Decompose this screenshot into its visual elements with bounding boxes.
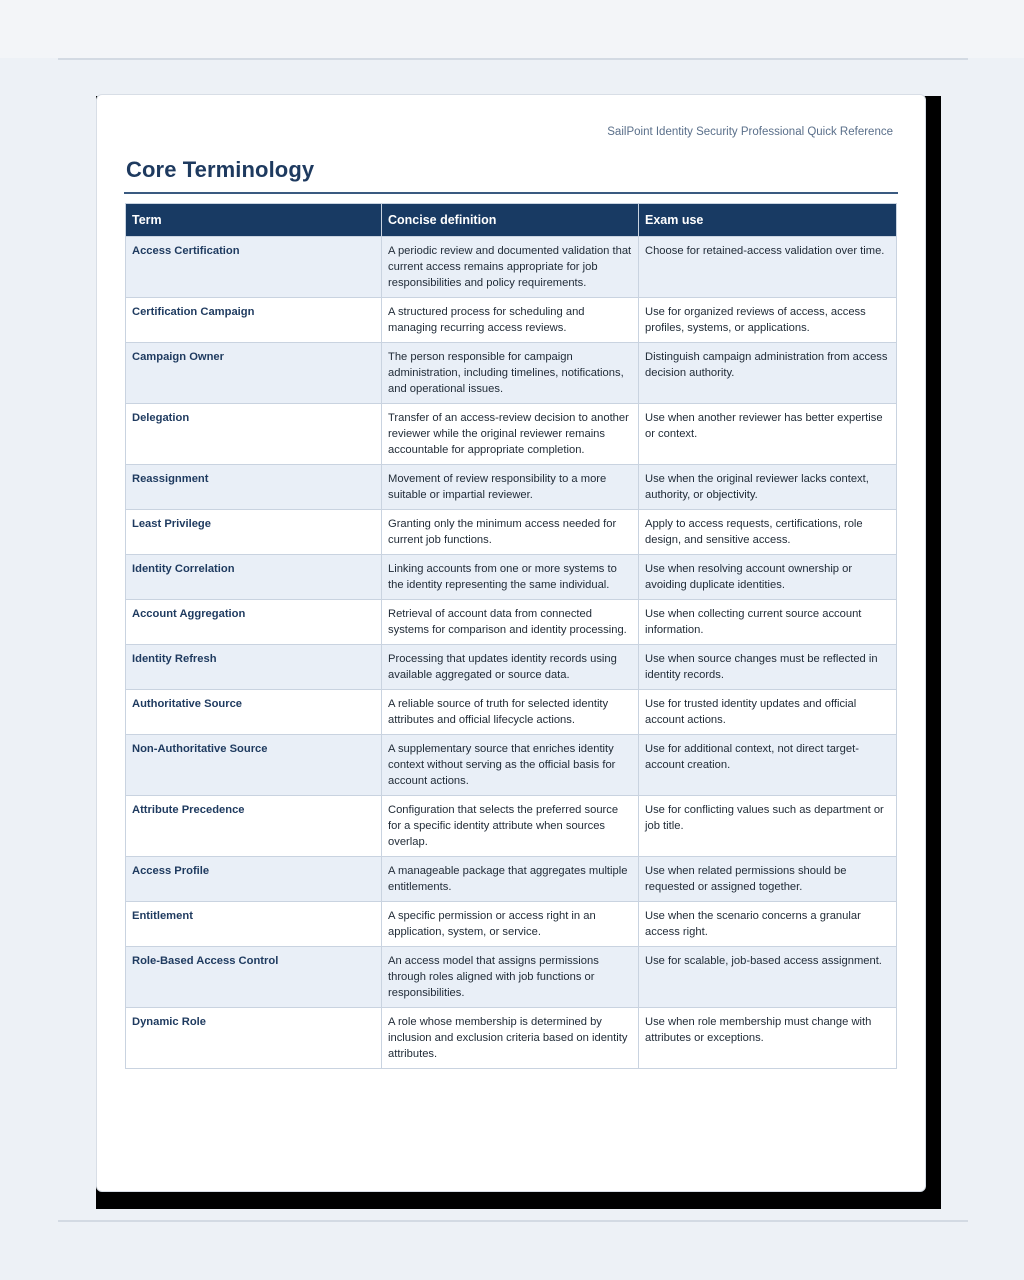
definition-cell: An access model that assigns permissions through roles aligned with job functions or responsibilities.	[382, 947, 639, 1008]
term-cell: Account Aggregation	[126, 600, 382, 645]
exam-use-cell: Use for organized reviews of access, access profiles, systems, or applications.	[639, 298, 897, 343]
term-cell: Campaign Owner	[126, 343, 382, 404]
table-row	[126, 796, 897, 857]
definition-cell: Retrieval of account data from connected systems for comparison and identity processing.	[382, 600, 639, 645]
exam-use-cell: Use when source changes must be reflected in identity records.	[639, 645, 897, 690]
term-cell: Entitlement	[126, 902, 382, 947]
definition-cell: A reliable source of truth for selected identity attributes and official lifecycle actions.	[382, 690, 639, 735]
term-cell: Authoritative Source	[126, 690, 382, 735]
exam-use-cell: Apply to access requests, certifications, role design, and sensitive access.	[639, 510, 897, 555]
exam-use-cell: Use for conflicting values such as department or job title.	[639, 796, 897, 857]
viewer-bottom-divider	[58, 1220, 968, 1222]
term-cell: Dynamic Role	[126, 1008, 382, 1069]
column-header-definition: Concise definition	[382, 204, 639, 237]
term-cell: Access Profile	[126, 857, 382, 902]
exam-use-cell: Use when the scenario concerns a granular access right.	[639, 902, 897, 947]
exam-use-cell: Choose for retained-access validation over time.	[639, 237, 897, 298]
column-header-exam-use: Exam use	[639, 204, 897, 237]
table-row	[126, 510, 897, 555]
definition-cell: Linking accounts from one or more systems to the identity representing the same individual.	[382, 555, 639, 600]
viewer-top-divider	[58, 58, 968, 60]
table-row	[126, 735, 897, 796]
term-cell: Access Certification	[126, 237, 382, 298]
definition-cell: Granting only the minimum access needed for current job functions.	[382, 510, 639, 555]
definition-cell: Transfer of an access-review decision to another reviewer while the original reviewer remains accountable for appropriate completion.	[382, 404, 639, 465]
exam-use-cell: Use when resolving account ownership or avoiding duplicate identities.	[639, 555, 897, 600]
table-row	[126, 902, 897, 947]
column-header-term: Term	[126, 204, 382, 237]
definition-cell: A periodic review and documented validation that current access remains appropriate for job responsibilities and policy requirements.	[382, 237, 639, 298]
definition-cell: Movement of review responsibility to a more suitable or impartial reviewer.	[382, 465, 639, 510]
viewer-toolbar-area	[0, 0, 1024, 58]
definition-cell: A structured process for scheduling and managing recurring access reviews.	[382, 298, 639, 343]
term-cell: Identity Refresh	[126, 645, 382, 690]
exam-use-cell: Use when another reviewer has better expertise or context.	[639, 404, 897, 465]
term-cell: Non-Authoritative Source	[126, 735, 382, 796]
term-cell: Identity Correlation	[126, 555, 382, 600]
table-row	[126, 600, 897, 645]
table-row	[126, 947, 897, 1008]
exam-use-cell: Use when related permissions should be requested or assigned together.	[639, 857, 897, 902]
exam-use-cell: Use when collecting current source account information.	[639, 600, 897, 645]
table-row	[126, 857, 897, 902]
term-cell: Delegation	[126, 404, 382, 465]
exam-use-cell: Use when role membership must change with attributes or exceptions.	[639, 1008, 897, 1069]
table-row	[126, 343, 897, 404]
term-cell: Role-Based Access Control	[126, 947, 382, 1008]
definition-cell: The person responsible for campaign administration, including timelines, notifications, and operational issues.	[382, 343, 639, 404]
definition-cell: A supplementary source that enriches identity context without serving as the official basis for account actions.	[382, 735, 639, 796]
exam-use-cell: Use for trusted identity updates and official account actions.	[639, 690, 897, 735]
term-cell: Least Privilege	[126, 510, 382, 555]
title-underline	[124, 192, 898, 194]
exam-use-cell: Use for additional context, not direct target-account creation.	[639, 735, 897, 796]
table-row	[126, 465, 897, 510]
exam-use-cell: Use when the original reviewer lacks context, authority, or objectivity.	[639, 465, 897, 510]
table-body	[126, 237, 897, 1069]
term-cell: Certification Campaign	[126, 298, 382, 343]
table-row	[126, 555, 897, 600]
definition-cell: Processing that updates identity records using available aggregated or source data.	[382, 645, 639, 690]
term-cell: Reassignment	[126, 465, 382, 510]
exam-use-cell: Distinguish campaign administration from access decision authority.	[639, 343, 897, 404]
running-header: SailPoint Identity Security Professional Quick Reference	[607, 126, 893, 138]
page-title: Core Terminology	[126, 157, 315, 182]
definition-cell: A specific permission or access right in an application, system, or service.	[382, 902, 639, 947]
document-page	[96, 94, 926, 1192]
table-row	[126, 298, 897, 343]
definition-cell: Configuration that selects the preferred source for a specific identity attribute when sources overlap.	[382, 796, 639, 857]
exam-use-cell: Use for scalable, job-based access assignment.	[639, 947, 897, 1008]
term-cell: Attribute Precedence	[126, 796, 382, 857]
table-row	[126, 1008, 897, 1069]
table-header-row	[126, 204, 897, 237]
definition-cell: A role whose membership is determined by inclusion and exclusion criteria based on identity attributes.	[382, 1008, 639, 1069]
table-row	[126, 690, 897, 735]
table-row	[126, 645, 897, 690]
table-row	[126, 404, 897, 465]
definition-cell: A manageable package that aggregates multiple entitlements.	[382, 857, 639, 902]
terminology-table	[125, 203, 897, 1069]
table-row	[126, 237, 897, 298]
